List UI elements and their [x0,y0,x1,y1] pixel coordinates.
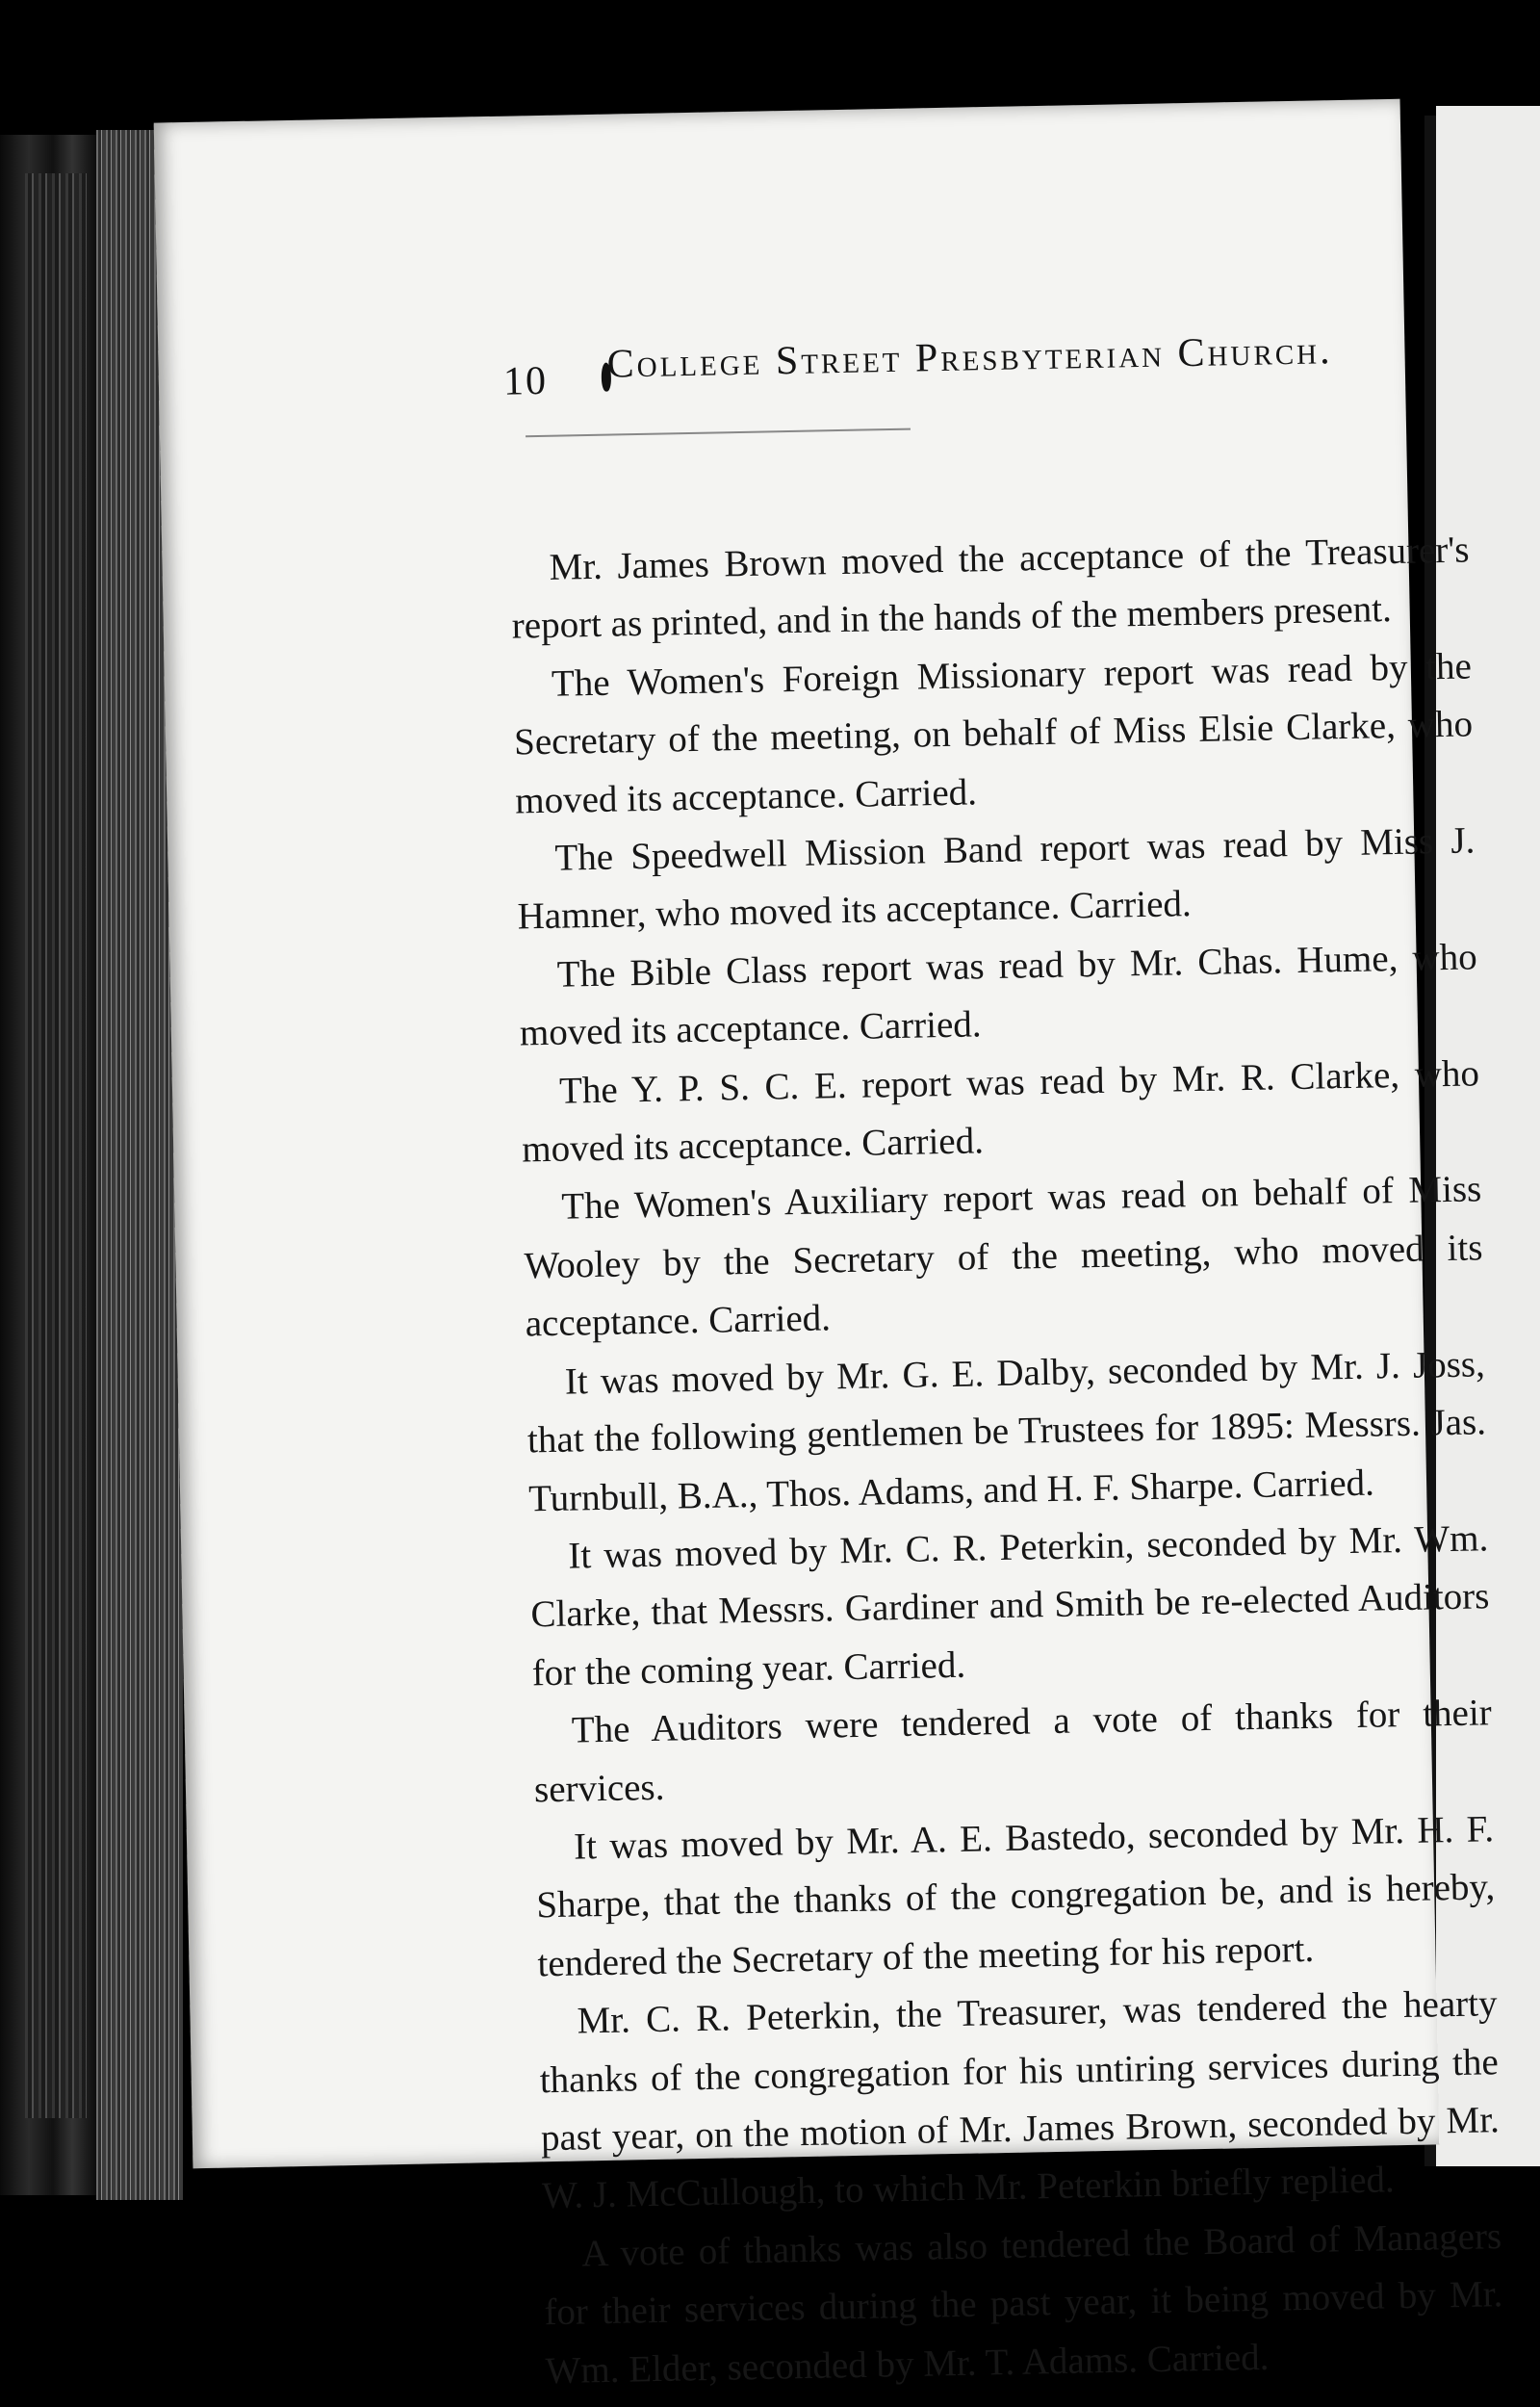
paragraph: It was moved by Mr. A. E. Bastedo, seconded by Mr. H. F. Sharpe, that the thanks of the congregation be, and is hereby, tendered the Secretary of the meeting for his report. [535,1808,1496,1985]
header-rule [526,428,911,438]
page-number: 10 [502,358,549,404]
paragraph: It was moved by Mr. C. R. Peterkin, seconded by Mr. Wm. Clarke, that Messrs. Gardiner and Smith be re-elected Auditors for the coming year. Carried. [530,1517,1490,1695]
running-title: College Street Presbyterian Church. [606,328,1333,387]
paragraph: The Speedwell Mission Band report was read by Miss J. Hamner, who moved its acceptance. Carried. [517,819,1476,938]
paragraph: The Women's Auxiliary report was read on behalf of Miss Wooley by the Secretary of the meeting, who moved its acceptance. Carried. [524,1168,1483,1345]
paragraph: Mr. C. R. Peterkin, the Treasurer, was tendered the hearty thanks of the congregation for his untiring services during the past year, on the motion of Mr. James Brown, seconded by Mr. W. J. McCullough, to which Mr. Peterkin briefly replied. [539,1982,1501,2217]
paragraph: The Y. P. S. C. E. report was read by Mr. R. Clarke, who moved its acceptance. Carried. [521,1052,1480,1171]
paragraph: It was moved by Mr. G. E. Dalby, seconded by Mr. J. Joss, that the following gentlemen be Trustees for 1895: Messrs. Jas. Turnbull, B.A., Thos. Adams, and H. F. Sharpe. Carried. [526,1343,1487,1519]
paragraph: The Bible Class report was read by Mr. Chas. Hume, who moved its acceptance. Carried. [519,936,1478,1054]
paragraph: The Auditors were tendered a vote of thanks for their services. [533,1692,1493,1810]
paragraph: Mr. James Brown moved the acceptance of the Treasurer's report as printed, and in the hands of the members present. [511,529,1470,647]
binding-edge [25,173,87,2118]
book-page [154,99,1503,2392]
page-body [510,521,1504,2400]
running-head [331,317,1540,404]
paragraph: A vote of thanks was also tendered the Board of Managers for their services during the past year, it being moved by Mr. Wm. Elder, seconded by Mr. T. Adams. Carried. [544,2214,1503,2392]
paragraph: The Women's Foreign Missionary report was read by the Secretary of the meeting, on behalf of Miss Elsie Clarke, who moved its acceptance. Carried. [513,645,1474,822]
